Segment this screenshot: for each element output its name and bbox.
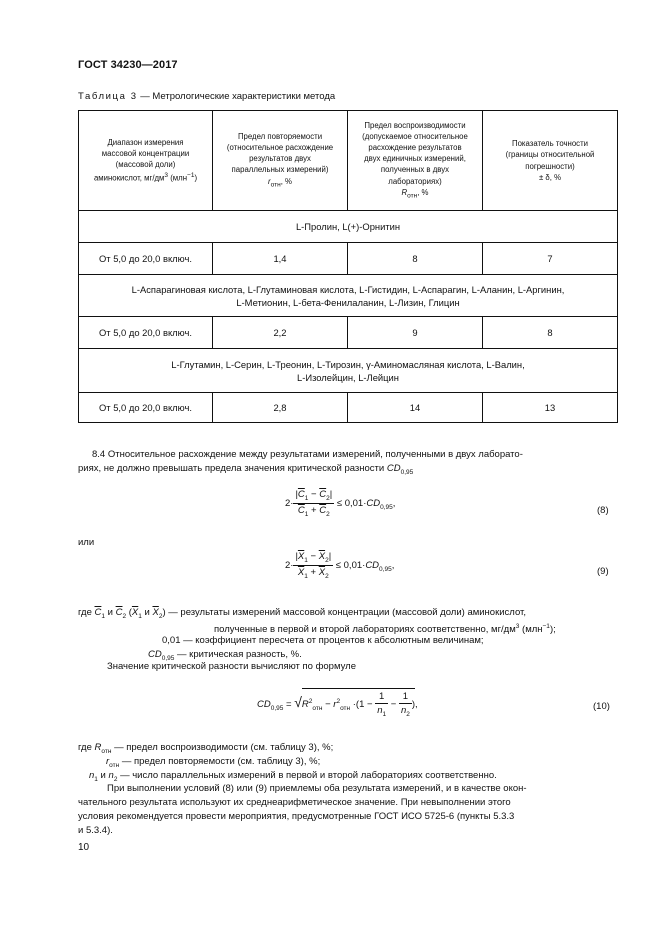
table-caption [78, 91, 335, 102]
table-caption-text: — Метрологические характеристики метода [137, 91, 336, 102]
equation-9-number: (9) [597, 566, 609, 577]
cell-range: От 5,0 до 20,0 включ. [79, 243, 213, 275]
final-para-line2: чательного результата используют их среднеарифметическое значение. При невыполнении этого [78, 797, 511, 808]
table-header-row [79, 111, 618, 211]
equation-10: $CD_{0,95} = √R^2_{отн} - r^2_{отн} \cdot(1$ − $\frac{1}{n_1}$ − $\frac{1}{n_2}$ ), [257, 688, 418, 718]
header-range: Диапазон измерения массовой концентрации (массовой доли) аминокислот, $мг/дм^3$ (млн$^{-1}$) [79, 111, 213, 211]
where-1-line1: где $\overline{C}_1$ и $\overline{C}_2$ ($\overline{X}_1$ и $\overline{X}_2$) — результаты измерений массовой концентрации (массовой доли) аминокислот, [78, 607, 526, 620]
cell-accuracy: 8 [483, 317, 618, 349]
header-accuracy: Показатель точности (границы относительной погрешности) ± δ, % [483, 111, 618, 211]
table-row [79, 393, 618, 423]
para-8-4-line1: 8.4 Относительное расхождение между результатами измерений, полученными в двух лаборато- [92, 449, 523, 460]
header-repeatability: Предел повторяемости (относительное расхождение результатов двух параллельных измерений) $r_{отн}$, % [213, 111, 348, 211]
table-row [79, 243, 618, 275]
cell-accuracy: 13 [483, 393, 618, 423]
group-label: L-Аспарагиновая кислота, L-Глутаминовая кислота, L-Гистидин, L-Аспарагин, L-Аланин, L-Аргинин, L-Метионин, L-бета-Фенилаланин, L-Лизин, Глицин [79, 275, 618, 317]
where-1-line2: полученные в первой и второй лабораториях соответственно, $мг/дм^3$ (млн$^{-1}$); [214, 623, 556, 636]
cell-repeatability: 2,8 [213, 393, 348, 423]
group-label: L-Пролин, L(+)-Орнитин [79, 211, 618, 243]
where-2-r: $r_{отн}$ — предел повторяемости (см. таблицу 3), %; [106, 756, 321, 769]
table-caption-prefix: Таблица 3 [78, 91, 138, 102]
cell-reproducibility: 9 [348, 317, 483, 349]
final-para-line1: При выполнении условий (8) или (9) приемлемы оба результата измерений, и в качестве окон- [107, 783, 527, 794]
cell-repeatability: 1,4 [213, 243, 348, 275]
group-label: L-Глутамин, L-Серин, L-Треонин, L-Тирозин, γ-Аминомасляная кислота, L-Валин, L-Изолейцин, L-Лейцин [79, 349, 618, 393]
table-row [79, 317, 618, 349]
cell-repeatability: 2,2 [213, 317, 348, 349]
equation-8: 2· $\frac{|\overline{C}_1 - \overline{C}_2|}{\overline{C}_1 + \overline{C}_2}$ ≤ $0,01\cdot CD_{0,95}$, [285, 489, 396, 518]
where-1-coefficient: 0,01 — коэффициент пересчета от процентов к абсолютным величинам; [162, 635, 484, 646]
formula-intro: Значение критической разности вычисляют по формуле [107, 661, 356, 672]
cell-range: От 5,0 до 20,0 включ. [79, 393, 213, 423]
equation-8-number: (8) [597, 505, 609, 516]
equation-9: 2· $\frac{|\overline{X}_1 - \overline{X}_2|}{\overline{X}_1 + \overline{X}_2}$ ≤ $0,01\cdot CD_{0,95}$, [285, 551, 395, 580]
cell-reproducibility: 8 [348, 243, 483, 275]
where-2-R: где $R_{отн}$ — предел воспроизводимости (см. таблицу 3), %; [78, 742, 334, 755]
cell-reproducibility: 14 [348, 393, 483, 423]
metrology-table [78, 110, 618, 423]
where-1-cd: $CD_{0,95}$ — критическая разность, %. [148, 649, 302, 662]
final-para-line3: условия рекомендуется провести мероприятия, предусмотренные ГОСТ ИСО 5725-6 (пункты 5.3.3 [78, 811, 515, 822]
group-row [79, 349, 618, 393]
document-header: ГОСТ 34230—2017 [78, 59, 178, 71]
page-number: 10 [78, 842, 90, 853]
header-reproducibility: Предел воспроизводимости (допускаемое относительное расхождение результатов двух единичных измерений, полученных в двух лабораториях) $R_{отн}$, % [348, 111, 483, 211]
where-2-n: $n_1$ и $n_2$ — число параллельных измерений в первой и второй лабораториях соответственно. [89, 770, 497, 783]
final-para-line4: и 5.3.4). [78, 825, 113, 836]
para-8-4-line2: риях, не должно превышать предела значения критической разности $CD_{0,95}$ [78, 463, 414, 476]
group-row [79, 275, 618, 317]
group-row [79, 211, 618, 243]
or-word: или [78, 537, 95, 548]
cell-range: От 5,0 до 20,0 включ. [79, 317, 213, 349]
equation-10-number: (10) [593, 701, 610, 712]
cell-accuracy: 7 [483, 243, 618, 275]
